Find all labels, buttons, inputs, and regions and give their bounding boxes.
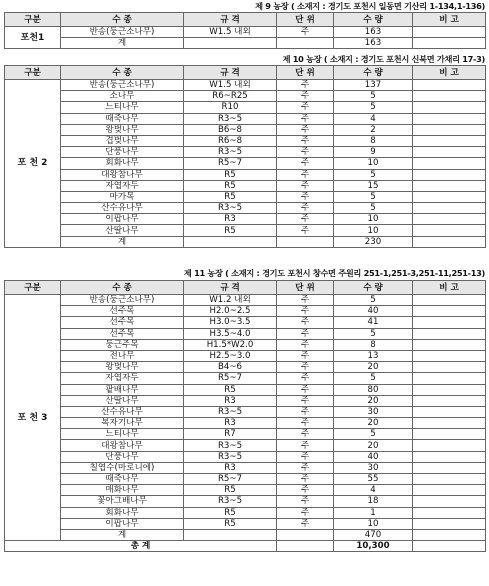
header-spec: 규 격 (184, 281, 277, 295)
header-species: 수 종 (61, 281, 184, 295)
remarks-cell (413, 124, 486, 135)
unit-cell: 주 (277, 214, 334, 225)
spec-cell: H2.0~2.5 (184, 306, 277, 317)
subtotal-qty: 230 (334, 236, 413, 247)
table-row (5, 80, 486, 91)
unit-cell: 주 (277, 485, 334, 496)
remarks-cell (413, 91, 486, 102)
farm10-title: 제 10 농장 ( 소재지 : 경기도 포천시 신북면 가채리 17-3) (282, 54, 485, 64)
qty-cell: 9 (334, 147, 413, 158)
qty-cell: 5 (334, 91, 413, 102)
unit-cell: 주 (277, 80, 334, 91)
spec-cell: R10 (184, 102, 277, 113)
group-label: 포 천 2 (5, 80, 61, 248)
spec-cell: R5 (184, 518, 277, 529)
unit-cell: 주 (277, 350, 334, 361)
header-remarks: 비 고 (413, 66, 486, 80)
header-unit: 단 위 (277, 281, 334, 295)
qty-cell: 2 (334, 124, 413, 135)
grand-total-label: 총 계 (5, 541, 277, 552)
qty-cell: 5 (334, 373, 413, 384)
subtotal-remarks (413, 529, 486, 540)
spec-cell: R5 (184, 180, 277, 191)
unit-cell: 주 (277, 373, 334, 384)
species-cell: 칠엽수(마로니에) (61, 462, 184, 473)
spec-cell: R3 (184, 462, 277, 473)
unit-cell: 주 (277, 418, 334, 429)
spec-cell: R3~5 (184, 451, 277, 462)
remarks-cell (413, 485, 486, 496)
qty-cell: 80 (334, 384, 413, 395)
header-spec: 규 격 (184, 13, 277, 27)
spec-cell: W1.5 내외 (184, 27, 277, 38)
header-remarks: 비 고 (413, 13, 486, 27)
unit-cell: 주 (277, 328, 334, 339)
grand-total-row (5, 541, 486, 552)
remarks-cell (413, 373, 486, 384)
header-gubun: 구분 (5, 13, 61, 27)
qty-cell: 5 (334, 328, 413, 339)
species-cell: 복자기나무 (61, 418, 184, 429)
header-gubun: 구분 (5, 281, 61, 295)
table-row (5, 440, 486, 451)
spec-cell: R3 (184, 418, 277, 429)
table-row (5, 350, 486, 361)
table-row (5, 135, 486, 146)
spec-cell: R5 (184, 485, 277, 496)
spec-cell: H2.5~3.0 (184, 350, 277, 361)
table-row (5, 395, 486, 406)
species-cell: 왕벚나무 (61, 124, 184, 135)
species-cell: 자엽자두 (61, 373, 184, 384)
header-unit: 단 위 (277, 66, 334, 80)
spec-cell: R3 (184, 395, 277, 406)
species-cell: 겹벚나무 (61, 135, 184, 146)
spec-cell: R3 (184, 214, 277, 225)
species-cell: 왕벚나무 (61, 362, 184, 373)
header-qty: 수 량 (334, 66, 413, 80)
header-spec: 규 격 (184, 66, 277, 80)
header-remarks: 비 고 (413, 281, 486, 295)
spec-cell: R3~5 (184, 147, 277, 158)
qty-cell: 8 (334, 339, 413, 350)
remarks-cell (413, 214, 486, 225)
subtotal-label: 계 (61, 529, 184, 540)
species-cell: 선주목 (61, 328, 184, 339)
qty-cell: 4 (334, 485, 413, 496)
spec-cell: R5~7 (184, 373, 277, 384)
subtotal-row (5, 236, 486, 247)
table-row (5, 306, 486, 317)
subtotal-unit (277, 38, 334, 49)
unit-cell: 주 (277, 406, 334, 417)
qty-cell: 13 (334, 350, 413, 361)
table-row (5, 113, 486, 124)
qty-cell: 10 (334, 214, 413, 225)
qty-cell: 41 (334, 317, 413, 328)
remarks-cell (413, 203, 486, 214)
species-cell: 이팝나무 (61, 518, 184, 529)
header-row (5, 281, 486, 295)
subtotal-row (5, 38, 486, 49)
qty-cell: 5 (334, 191, 413, 202)
species-cell: 선주목 (61, 306, 184, 317)
species-cell: 대왕참나무 (61, 440, 184, 451)
remarks-cell (413, 507, 486, 518)
qty-cell: 5 (334, 169, 413, 180)
grand-total-remarks (413, 541, 486, 552)
spec-cell: H3.0~3.5 (184, 317, 277, 328)
remarks-cell (413, 135, 486, 146)
table-row (5, 328, 486, 339)
remarks-cell (413, 27, 486, 38)
species-cell: 반송(둥근소나무) (61, 27, 184, 38)
species-cell: 느티나무 (61, 429, 184, 440)
farm10-table (4, 65, 486, 248)
unit-cell: 주 (277, 91, 334, 102)
species-cell: 산딸나무 (61, 225, 184, 236)
qty-cell: 10 (334, 225, 413, 236)
table-row (5, 451, 486, 462)
unit-cell: 주 (277, 169, 334, 180)
remarks-cell (413, 350, 486, 361)
remarks-cell (413, 328, 486, 339)
remarks-cell (413, 518, 486, 529)
unit-cell: 주 (277, 113, 334, 124)
subtotal-remarks (413, 236, 486, 247)
spec-cell: H3.5~4.0 (184, 328, 277, 339)
remarks-cell (413, 496, 486, 507)
header-qty: 수 량 (334, 13, 413, 27)
unit-cell: 주 (277, 203, 334, 214)
remarks-cell (413, 440, 486, 451)
qty-cell: 1 (334, 507, 413, 518)
table-row (5, 485, 486, 496)
unit-cell: 주 (277, 384, 334, 395)
table-row (5, 169, 486, 180)
qty-cell: 30 (334, 406, 413, 417)
remarks-cell (413, 169, 486, 180)
species-cell: 선주목 (61, 317, 184, 328)
qty-cell: 40 (334, 451, 413, 462)
unit-cell: 주 (277, 158, 334, 169)
species-cell: 자엽자두 (61, 180, 184, 191)
farm9-table (4, 12, 486, 49)
remarks-cell (413, 339, 486, 350)
table-row (5, 507, 486, 518)
table-row (5, 225, 486, 236)
spec-cell: R5~7 (184, 474, 277, 485)
remarks-cell (413, 429, 486, 440)
table-row (5, 362, 486, 373)
qty-cell: 20 (334, 418, 413, 429)
species-cell: 단풍나무 (61, 147, 184, 158)
remarks-cell (413, 113, 486, 124)
unit-cell: 주 (277, 440, 334, 451)
unit-cell: 주 (277, 180, 334, 191)
table-row (5, 214, 486, 225)
farm9-title: 제 9 농장 ( 소재지 : 경기도 포천시 일동면 기산리 1-134,1-136) (255, 1, 485, 11)
table-row (5, 158, 486, 169)
unit-cell: 주 (277, 135, 334, 146)
qty-cell: 5 (334, 102, 413, 113)
table-row (5, 102, 486, 113)
species-cell: 산딸나무 (61, 395, 184, 406)
remarks-cell (413, 158, 486, 169)
table-row (5, 429, 486, 440)
unit-cell: 주 (277, 295, 334, 306)
spec-cell: B4~6 (184, 362, 277, 373)
table-row (5, 384, 486, 395)
qty-cell: 163 (334, 27, 413, 38)
farm11-table (4, 280, 486, 552)
group-label: 포 천 3 (5, 295, 61, 541)
remarks-cell (413, 306, 486, 317)
unit-cell: 주 (277, 339, 334, 350)
table-row (5, 295, 486, 306)
subtotal-qty: 470 (334, 529, 413, 540)
subtotal-label: 계 (61, 236, 184, 247)
table-row (5, 418, 486, 429)
qty-cell: 55 (334, 474, 413, 485)
unit-cell: 주 (277, 27, 334, 38)
table-row (5, 203, 486, 214)
remarks-cell (413, 191, 486, 202)
qty-cell: 5 (334, 429, 413, 440)
table-row (5, 462, 486, 473)
unit-cell: 주 (277, 518, 334, 529)
remarks-cell (413, 395, 486, 406)
qty-cell: 20 (334, 362, 413, 373)
qty-cell: 5 (334, 295, 413, 306)
species-cell: 소나무 (61, 91, 184, 102)
subtotal-unit (277, 236, 334, 247)
grand-total-unit (277, 541, 334, 552)
header-unit: 단 위 (277, 13, 334, 27)
unit-cell: 주 (277, 306, 334, 317)
qty-cell: 20 (334, 395, 413, 406)
table-row (5, 339, 486, 350)
header-qty: 수 량 (334, 281, 413, 295)
subtotal-remarks (413, 38, 486, 49)
subtotal-label: 계 (61, 38, 184, 49)
spec-cell: R5 (184, 507, 277, 518)
group-label: 포천1 (5, 27, 61, 49)
table-row (5, 406, 486, 417)
remarks-cell (413, 451, 486, 462)
remarks-cell (413, 225, 486, 236)
unit-cell: 주 (277, 474, 334, 485)
species-cell: 팥배나무 (61, 384, 184, 395)
species-cell: 회화나무 (61, 507, 184, 518)
header-row (5, 13, 486, 27)
table-row (5, 124, 486, 135)
unit-cell: 주 (277, 317, 334, 328)
subtotal-qty: 163 (334, 38, 413, 49)
remarks-cell (413, 362, 486, 373)
unit-cell: 주 (277, 147, 334, 158)
spec-cell: R6~R25 (184, 91, 277, 102)
unit-cell: 주 (277, 124, 334, 135)
remarks-cell (413, 384, 486, 395)
species-cell: 산수유나무 (61, 406, 184, 417)
subtotal-spec (184, 529, 277, 540)
unit-cell: 주 (277, 429, 334, 440)
remarks-cell (413, 406, 486, 417)
qty-cell: 8 (334, 135, 413, 146)
qty-cell: 5 (334, 203, 413, 214)
spec-cell: R6~8 (184, 135, 277, 146)
qty-cell: 15 (334, 180, 413, 191)
species-cell: 반송(둥근소나무) (61, 80, 184, 91)
header-row (5, 66, 486, 80)
remarks-cell (413, 418, 486, 429)
subtotal-unit (277, 529, 334, 540)
spec-cell: R3~5 (184, 406, 277, 417)
unit-cell: 주 (277, 507, 334, 518)
species-cell: 이팝나무 (61, 214, 184, 225)
unit-cell: 주 (277, 462, 334, 473)
remarks-cell (413, 80, 486, 91)
spec-cell: R7 (184, 429, 277, 440)
header-gubun: 구분 (5, 66, 61, 80)
spec-cell: R5 (184, 225, 277, 236)
subtotal-spec (184, 236, 277, 247)
qty-cell: 10 (334, 518, 413, 529)
table-row (5, 147, 486, 158)
remarks-cell (413, 180, 486, 191)
table-row (5, 191, 486, 202)
unit-cell: 주 (277, 395, 334, 406)
spec-cell: R5~7 (184, 158, 277, 169)
species-cell: 회화나무 (61, 158, 184, 169)
species-cell: 둥근주목 (61, 339, 184, 350)
spec-cell: R3~5 (184, 440, 277, 451)
qty-cell: 10 (334, 158, 413, 169)
qty-cell: 20 (334, 440, 413, 451)
species-cell: 매화나무 (61, 485, 184, 496)
unit-cell: 주 (277, 191, 334, 202)
qty-cell: 4 (334, 113, 413, 124)
table-row (5, 496, 486, 507)
spec-cell: B6~8 (184, 124, 277, 135)
qty-cell: 40 (334, 306, 413, 317)
remarks-cell (413, 147, 486, 158)
unit-cell: 주 (277, 102, 334, 113)
species-cell: 때죽나무 (61, 113, 184, 124)
unit-cell: 주 (277, 225, 334, 236)
qty-cell: 137 (334, 80, 413, 91)
farm11-title: 제 11 농장 ( 소재지 : 경기도 포천시 창수면 주원리 251-1,251-3,251-11,251-13) (183, 268, 485, 278)
remarks-cell (413, 295, 486, 306)
spec-cell: R3~5 (184, 113, 277, 124)
grand-total-qty: 10,300 (334, 541, 413, 552)
species-cell: 마가목 (61, 191, 184, 202)
spec-cell: W1.2 내외 (184, 295, 277, 306)
species-cell: 산수유나무 (61, 203, 184, 214)
remarks-cell (413, 474, 486, 485)
table-row (5, 373, 486, 384)
subtotal-spec (184, 38, 277, 49)
table-row (5, 518, 486, 529)
remarks-cell (413, 317, 486, 328)
unit-cell: 주 (277, 496, 334, 507)
table-row (5, 91, 486, 102)
subtotal-row (5, 529, 486, 540)
species-cell: 때죽나무 (61, 474, 184, 485)
spec-cell: W1.5 내외 (184, 80, 277, 91)
header-species: 수 종 (61, 13, 184, 27)
qty-cell: 18 (334, 496, 413, 507)
table-row (5, 317, 486, 328)
spec-cell: H1.5*W2.0 (184, 339, 277, 350)
table-row (5, 180, 486, 191)
species-cell: 꽃아그배나무 (61, 496, 184, 507)
remarks-cell (413, 462, 486, 473)
spec-cell: R5 (184, 169, 277, 180)
species-cell: 느티나무 (61, 102, 184, 113)
spec-cell: R3~5 (184, 496, 277, 507)
spec-cell: R5 (184, 384, 277, 395)
table-row (5, 27, 486, 38)
qty-cell: 30 (334, 462, 413, 473)
species-cell: 단풍나무 (61, 451, 184, 462)
remarks-cell (413, 102, 486, 113)
header-species: 수 종 (61, 66, 184, 80)
species-cell: 대왕참나무 (61, 169, 184, 180)
spec-cell: R3~5 (184, 203, 277, 214)
unit-cell: 주 (277, 362, 334, 373)
unit-cell: 주 (277, 451, 334, 462)
spec-cell: R5 (184, 191, 277, 202)
species-cell: 반송(둥근소나무) (61, 295, 184, 306)
species-cell: 전나무 (61, 350, 184, 361)
table-row (5, 474, 486, 485)
